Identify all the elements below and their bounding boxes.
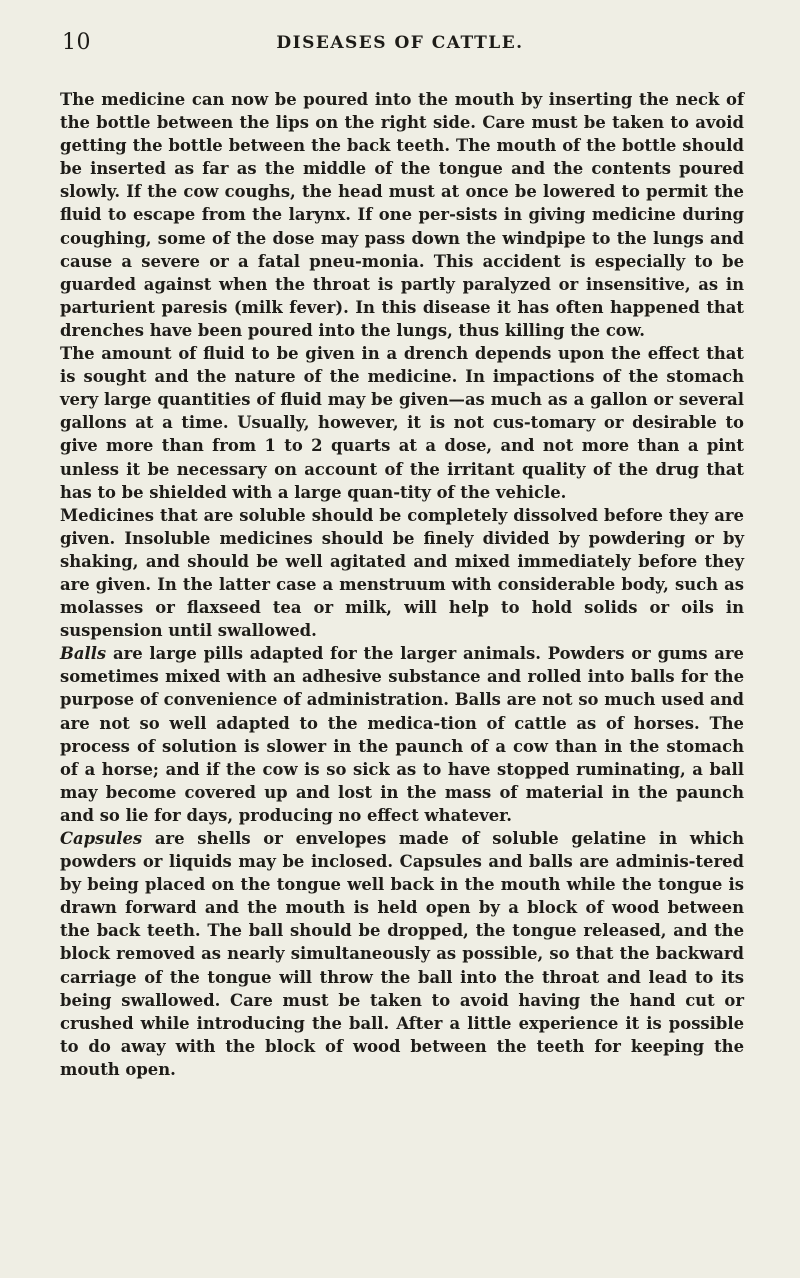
paragraph-capsules — [60, 827, 744, 1081]
paragraph-balls — [60, 642, 744, 827]
paragraph-capsules-text: are shells or envelopes made of soluble gelatine in which powders or liquids may be inclosed. Capsules and balls are adminis-tered by being placed on the tongue well back in the mouth while the tongue is drawn forward and the mouth is held open by a block of wood between the back teeth. The ball should be dropped, the tongue released, and the block removed as nearly simultaneously as possible, so that the backward carriage of the tongue will throw the ball into the throat and lead to its being swallowed. Care must be taken to avoid having the hand cut or crushed while introducing the ball. After a little experience it is possible to do away with the block of wood between the teeth for keeping the mouth open. — [60, 829, 744, 1079]
paragraph-drench-administration: The medicine can now be poured into the mouth by inserting the neck of the bottle between the lips on the right side. Care must be taken to avoid getting the bottle between the back teeth. The mouth of the bottle should be inserted as far as the middle of the tongue and the contents poured slowly. If the cow coughs, the head must at once be lowered to permit the fluid to escape from the larynx. If one per-sists in giving medicine during coughing, some of the dose may pass down the windpipe to the lungs and cause a severe or a fatal pneu-monia. This accident is especially to be guarded against when the throat is partly paralyzed or insensitive, as in parturient paresis (milk fever). In this disease it has often happened that drenches have been poured into the lungs, thus killing the cow. — [60, 90, 744, 340]
page-number: 10 — [62, 30, 91, 55]
body-text — [60, 88, 744, 1081]
paragraph-balls-text: are large pills adapted for the larger animals. Powders or gums are sometimes mixed with an adhesive substance and rolled into balls for the purpose of convenience of administration. Balls are not so much used and are not so well adapted to the medica-tion of cattle as of horses. The process of solution is slower in the paunch of a cow than in the stomach of a horse; and if the cow is so sick as to have stopped ruminating, a ball may become covered up and lost in the mass of material in the paunch and so lie for days, producing no effect whatever. — [60, 644, 744, 825]
running-title: DISEASES OF CATTLE. — [276, 33, 524, 53]
term-capsules: Capsules — [60, 829, 143, 848]
term-balls: Balls — [60, 644, 107, 664]
paragraph-drench-amount: The amount of fluid to be given in a drench depends upon the effect that is sought and the nature of the medicine. In impactions of the stomach very large quantities of fluid may be given—as much as a gallon or several gallons at a time. Usually, however, it is not cus-tomary or desirable to give more than from 1 to 2 quarts at a dose, and not more than a pint unless it be necessary on account of the irritant quality of the drug that has to be shielded with a large quan-tity of the vehicle. — [60, 344, 744, 502]
paragraph-medicine-preparation: Medicines that are soluble should be completely dissolved before they are given. Insoluble medicines should be finely divided by powdering or by shaking, and should be well agitated and mixed immediately before they are given. In the latter case a menstruum with considerable body, such as molasses or flaxseed tea or milk, will help to hold solids or oils in suspension until swallowed. — [60, 505, 744, 641]
